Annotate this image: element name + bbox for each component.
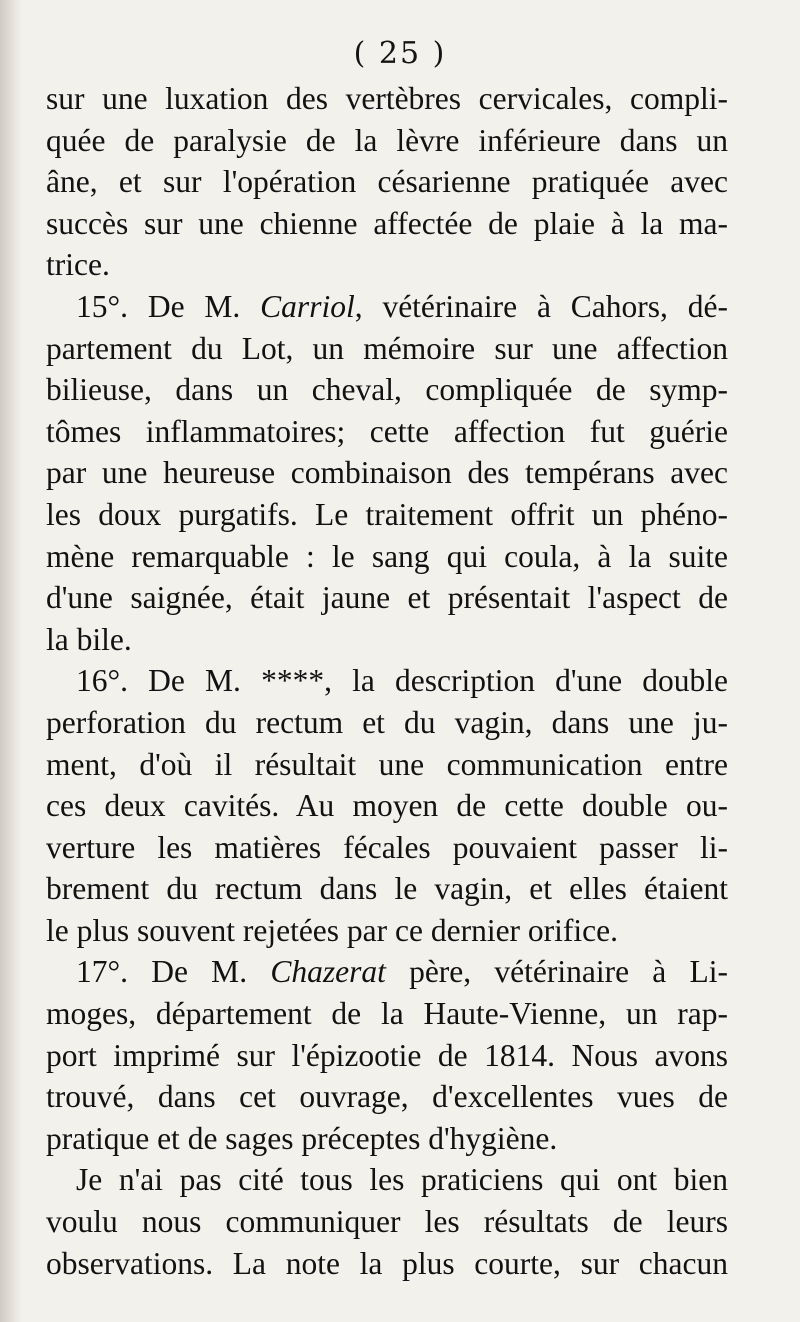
text-line: d'une saignée, était jaune et présentait l'aspect de	[46, 580, 728, 616]
text-line: le plus souvent rejetées par ce dernier orifice.	[46, 912, 618, 948]
text-line: succès sur une chienne affectée de plaie à la ma-	[46, 205, 728, 241]
paragraph-1	[46, 78, 728, 286]
text-line: trouvé, dans cet ouvrage, d'excellentes vues de	[46, 1079, 728, 1115]
text-line: perforation du rectum et du vagin, dans une ju-	[46, 704, 728, 740]
text-line: pratique et de sages préceptes d'hygiène.	[46, 1120, 558, 1156]
text-line: Je n'ai pas cité tous les praticiens qui ont bien	[76, 1162, 728, 1198]
text-line: ment, d'où il résultait une communication entre	[46, 746, 728, 782]
text-line: sur une luxation des vertèbres cervicales, compli-	[46, 81, 728, 116]
text-line: mène remarquable : le sang qui coula, à la suite	[46, 538, 728, 574]
text-line: partement du Lot, un mémoire sur une affection	[46, 330, 728, 366]
paragraph-16	[46, 660, 728, 951]
text-line: quée de paralysie de la lèvre inférieure dans un	[46, 122, 728, 158]
italic-name: Carriol	[260, 288, 355, 324]
text-line: moges, département de la Haute-Vienne, un rap-	[46, 996, 728, 1032]
text-line: ces deux cavités. Au moyen de cette double ou-	[46, 788, 728, 824]
paragraph-closing	[46, 1159, 728, 1284]
text-line: 16°. De M. ****, la description d'une double	[76, 663, 728, 699]
text-line: par une heureuse combinaison des tempérans avec	[46, 455, 728, 491]
text-line: voulu nous communiquer les résultats de leurs	[46, 1204, 728, 1240]
italic-name: Chazerat	[270, 954, 386, 990]
page-number: ( 25 )	[353, 36, 447, 71]
text-line: observations. La note la plus courte, sur chacun	[46, 1245, 728, 1281]
text-line: âne, et sur l'opération césarienne pratiquée avec	[46, 164, 728, 200]
text-line: verture les matières fécales pouvaient passer li-	[46, 829, 728, 865]
text-line: 15°. De M. Carriol, vétérinaire à Cahors, dé-	[76, 288, 728, 324]
text-line: les doux purgatifs. Le traitement offrit un phéno-	[46, 496, 728, 532]
text-line: 17°. De M. Chazerat père, vétérinaire à Li-	[76, 954, 728, 990]
text-line: tômes inflammatoires; cette affection fut guérie	[46, 413, 728, 449]
text-line: port imprimé sur l'épizootie de 1814. Nous avons	[46, 1037, 728, 1073]
text-line: trice.	[46, 247, 110, 283]
text-line: bilieuse, dans un cheval, compliquée de symp-	[46, 372, 728, 408]
page-edge-shadow	[0, 0, 22, 1322]
text-line: la bile.	[46, 621, 132, 657]
paragraph-15	[46, 286, 728, 660]
body-text	[46, 78, 728, 1284]
text-line: brement du rectum dans le vagin, et elles étaient	[46, 871, 728, 907]
paragraph-17	[46, 951, 728, 1159]
